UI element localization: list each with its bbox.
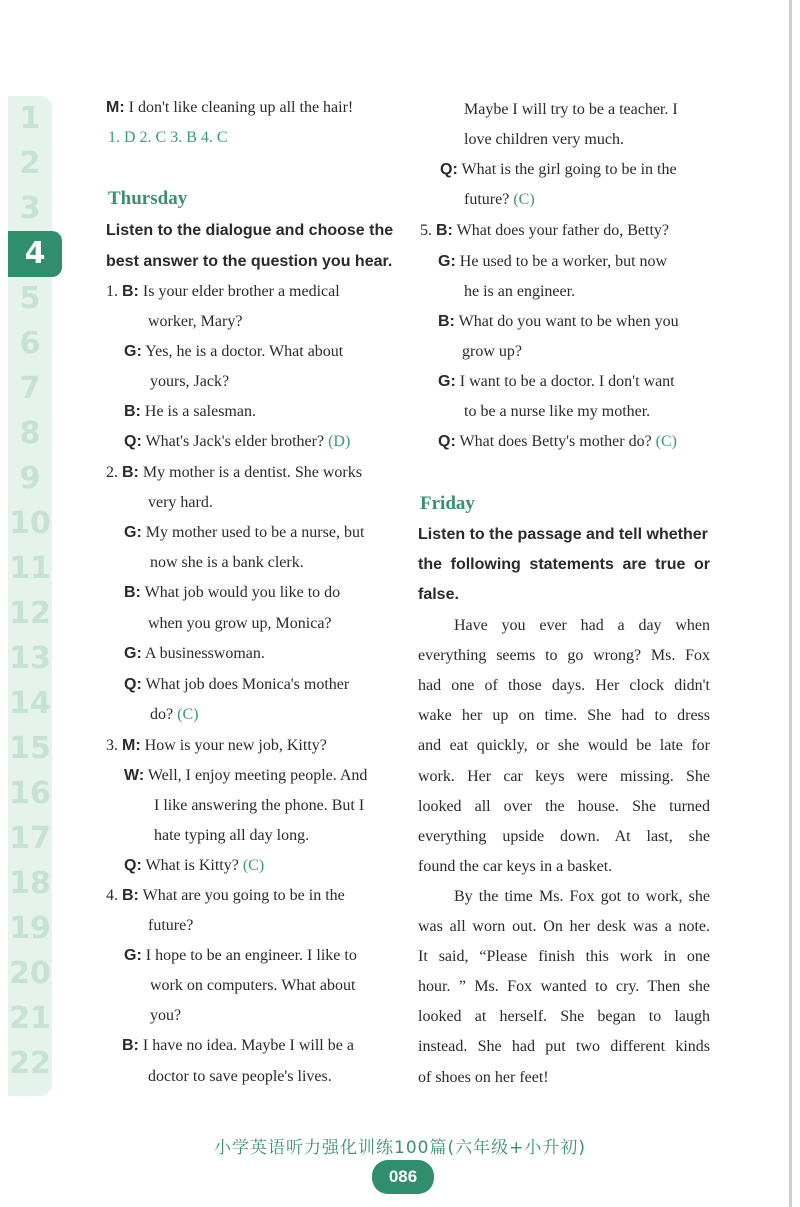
previous-answers: 1. D 2. C 3. B 4. C <box>108 129 228 146</box>
chapter-tab-14[interactable]: 14 <box>9 686 51 721</box>
passage-line: wake her up on time. She had to dress <box>418 707 710 725</box>
answer-key: (D) <box>328 433 351 450</box>
page-number: 086 <box>372 1160 434 1194</box>
question-line: Q: What job does Monica's mother <box>124 676 350 693</box>
dialogue-line: 3. M: How is your new job, Kitty? <box>106 737 327 754</box>
chapter-tab-11[interactable]: 11 <box>9 551 51 586</box>
dialogue-line: now she is a bank clerk. <box>150 554 304 571</box>
chapter-tab-18[interactable]: 18 <box>9 866 51 901</box>
chapter-tab-22[interactable]: 22 <box>9 1046 51 1081</box>
passage-line: and eat quickly, or she would be late for <box>418 737 710 755</box>
dialogue-line: G: My mother used to be a nurse, but <box>124 524 365 541</box>
dialogue-line: G: A businesswoman. <box>124 645 265 662</box>
section-heading-friday: Friday <box>420 493 475 514</box>
instruction-line: Listen to the passage and tell whether <box>418 526 708 543</box>
answer-key: (C) <box>655 433 677 450</box>
question-line: future? (C) <box>464 191 535 208</box>
dialogue-line: 1. B: Is your elder brother a medical <box>106 283 340 300</box>
dialogue-line: G: He used to be a worker, but now <box>438 253 668 270</box>
dialogue-line: G: I want to be a doctor. I don't want <box>438 373 675 390</box>
dialogue-line: B: What do you want to be when you <box>438 313 679 330</box>
instruction-line: the following statements are true or <box>418 556 710 573</box>
answer-key: (C) <box>513 191 535 208</box>
answer-key: (C) <box>242 857 265 874</box>
chapter-tab-strip <box>8 96 52 1096</box>
dialogue-line: B: I have no idea. Maybe I will be a <box>122 1037 354 1054</box>
passage-line: By the time Ms. Fox got to work, she <box>454 887 710 905</box>
question-line: Q: What is the girl going to be in the <box>440 161 677 178</box>
dialogue-line: G: Yes, he is a doctor. What about <box>124 343 344 360</box>
question-line: Q: What's Jack's elder brother? (D) <box>124 433 351 450</box>
question-line: do? (C) <box>150 706 199 723</box>
passage-line: of shoes on her feet! <box>418 1068 549 1086</box>
passage-line: was all worn out. On her desk was a note. <box>418 918 710 935</box>
passage-line: found the car keys in a basket. <box>418 857 613 875</box>
question-line: Q: What does Betty's mother do? (C) <box>438 433 677 450</box>
chapter-tab-9[interactable]: 9 <box>19 461 41 496</box>
dialogue-line: work on computers. What about <box>150 977 356 994</box>
chapter-tab-21[interactable]: 21 <box>9 1001 51 1036</box>
passage-line: looked at herself. She began to laugh <box>418 1008 710 1026</box>
passage-line: It said, “Please finish this work in one <box>418 948 710 966</box>
chapter-tab-16[interactable]: 16 <box>9 776 51 811</box>
passage-line: instead. She had put two different kinds <box>418 1038 710 1056</box>
passage-line: everything upside down. At last, she <box>418 827 710 845</box>
dialogue-line: yours, Jack? <box>150 373 230 390</box>
dialogue-line: love children very much. <box>464 131 624 148</box>
chapter-tab-2[interactable]: 2 <box>19 146 41 181</box>
dialogue-line: very hard. <box>148 494 213 511</box>
passage-line: work. Her car keys were missing. She <box>418 767 710 785</box>
chapter-tab-19[interactable]: 19 <box>9 911 51 946</box>
dialogue-line: grow up? <box>462 343 522 360</box>
dialogue-line: B: He is a salesman. <box>124 403 256 420</box>
chapter-tab-8[interactable]: 8 <box>19 416 41 451</box>
dialogue-line: to be a nurse like my mother. <box>464 403 651 420</box>
dialogue-line: Maybe I will try to be a teacher. I <box>464 101 678 118</box>
dialogue-line: 2. B: My mother is a dentist. She works <box>106 464 362 481</box>
passage-line: Have you ever had a day when <box>454 617 710 634</box>
dialogue-line: you? <box>150 1007 182 1024</box>
chapter-tab-20[interactable]: 20 <box>9 956 51 991</box>
passage-line: hour. ” Ms. Fox wanted to cry. Then she <box>418 978 710 996</box>
instruction-line: false. <box>418 586 459 603</box>
dialogue-line: future? <box>148 917 194 934</box>
passage-line: looked all over the house. She turned <box>418 797 710 815</box>
dialogue-line: hate typing all day long. <box>154 827 310 844</box>
chapter-tab-13[interactable]: 13 <box>9 641 51 676</box>
page-edge-line <box>789 0 792 1207</box>
dialogue-line: doctor to save people's lives. <box>148 1068 332 1085</box>
instruction-line: best answer to the question you hear. <box>106 253 393 270</box>
chapter-tab-17[interactable]: 17 <box>9 821 51 856</box>
section-heading-thursday: Thursday <box>108 188 188 209</box>
dialogue-line: 4. B: What are you going to be in the <box>106 887 345 904</box>
chapter-tab-15[interactable]: 15 <box>9 731 51 766</box>
dialogue-line: worker, Mary? <box>148 313 243 330</box>
dialogue-line: G: I hope to be an engineer. I like to <box>124 947 357 964</box>
chapter-tab-12[interactable]: 12 <box>9 596 51 631</box>
chapter-tab-6[interactable]: 6 <box>19 326 41 361</box>
dialogue-line: when you grow up, Monica? <box>148 615 332 632</box>
chapter-tab-10[interactable]: 10 <box>9 506 51 541</box>
answer-key: (C) <box>177 706 199 723</box>
dialogue-line: I like answering the phone. But I <box>154 797 365 814</box>
dialogue-line: he is an engineer. <box>464 283 576 300</box>
chapter-tab-4[interactable]: 4 <box>8 231 62 277</box>
dialogue-line: W: Well, I enjoy meeting people. And <box>124 767 368 784</box>
question-line: Q: What is Kitty? (C) <box>124 857 265 874</box>
book-title-footer: 小学英语听力强化训练100篇(六年级+小升初) <box>214 1138 586 1158</box>
chapter-tab-5[interactable]: 5 <box>19 281 41 316</box>
passage-line: had one of those days. Her clock didn't <box>418 677 710 695</box>
instruction-line: Listen to the dialogue and choose the <box>106 222 394 239</box>
chapter-tab-7[interactable]: 7 <box>19 371 41 406</box>
speaker-line: M: I don't like cleaning up all the hair! <box>106 99 354 116</box>
chapter-tab-1[interactable]: 1 <box>19 101 41 136</box>
dialogue-line: B: What job would you like to do <box>124 584 341 601</box>
dialogue-line: 5. B: What does your father do, Betty? <box>420 222 669 239</box>
chapter-tab-3[interactable]: 3 <box>19 191 41 226</box>
passage-line: everything seems to go wrong? Ms. Fox <box>418 647 710 665</box>
